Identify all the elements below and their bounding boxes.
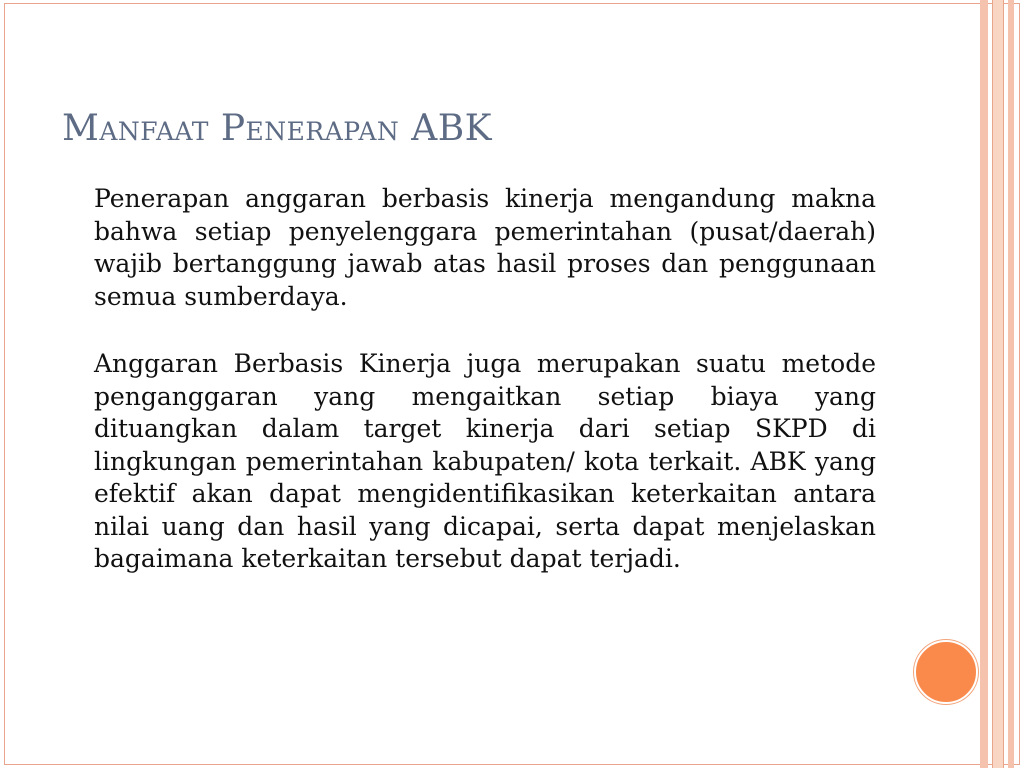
decorative-stripe (980, 0, 988, 768)
decorative-stripe (992, 0, 1004, 768)
accent-circle (914, 640, 978, 704)
decorative-stripe (1008, 0, 1014, 768)
slide-body (94, 183, 876, 576)
body-paragraph: Anggaran Berbasis Kinerja juga merupakan suatu metode penganggaran yang mengaitkan setiap biaya yang dituangkan dalam target kinerja dari setiap SKPD di lingkungan pemerintahan kabupaten/ kota terkait. ABK yang efektif akan dapat mengidentifikasikan keterkaitan antara nilai uang dan hasil yang dicapai, serta dapat menjelaskan bagaimana keterkaitan tersebut dapat terjadi. (94, 349, 876, 573)
slide-title: Manfaat Penerapan ABK (62, 108, 493, 149)
body-paragraph: Penerapan anggaran berbasis kinerja mengandung makna bahwa setiap penyelenggara pemerintahan (pusat/daerah) wajib bertanggung jawab atas hasil proses dan penggunaan semua sumberdaya. (94, 184, 876, 311)
